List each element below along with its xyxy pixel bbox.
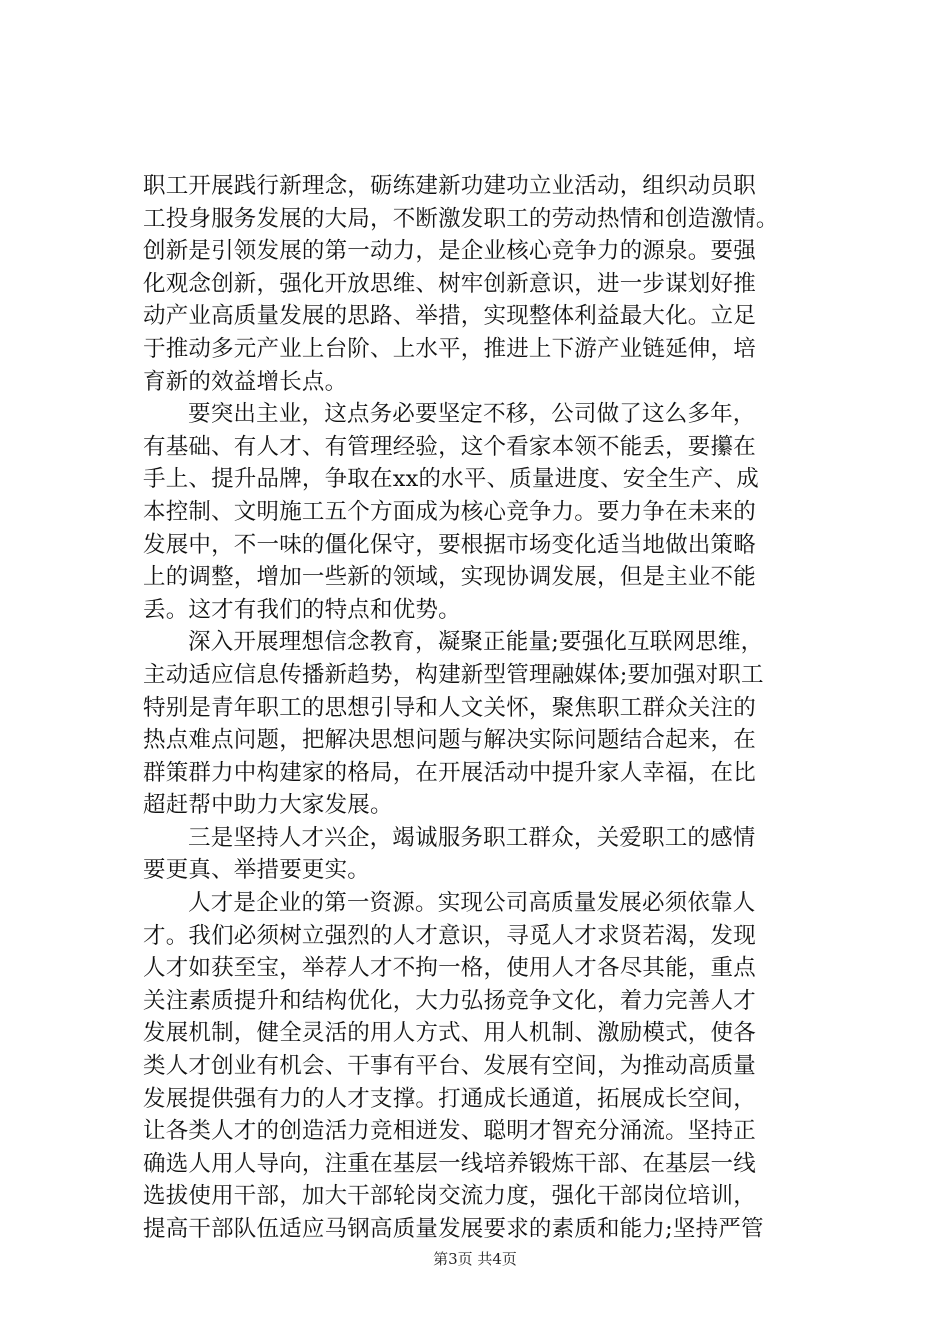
- text-line: 化观念创新，强化开放思维、树牢创新意识，进一步谋划好推: [143, 270, 756, 297]
- text-line: 上的调整，增加一些新的领域，实现协调发展，但是主业不能: [143, 564, 756, 591]
- text-line: 提高干部队伍适应马钢高质量发展要求的素质和能力;坚持严管: [143, 1216, 764, 1242]
- text-line: 丢。这才有我们的特点和优势。: [143, 596, 461, 623]
- text-line: 要更真、举措要更实。: [143, 857, 371, 884]
- document-body: [143, 170, 833, 1246]
- text-line: 群策群力中构建家的格局，在开展活动中提升家人幸福，在比: [143, 759, 756, 786]
- text-line: 本控制、文明施工五个方面成为核心竞争力。要力争在未来的: [143, 498, 756, 525]
- text-line: 工投身服务发展的大局，不断激发职工的劳动热情和创造激情。: [143, 205, 779, 232]
- text-line: 特别是青年职工的思想引导和人文关怀，聚焦职工群众关注的: [143, 694, 756, 721]
- text-line: 人才如获至宝，举荐人才不拘一格，使用人才各尽其能，重点: [143, 955, 756, 982]
- text-line: 发展提供强有力的人才支撑。打通成长通道，拓展成长空间，: [143, 1085, 756, 1112]
- text-line: 育新的效益增长点。: [143, 368, 348, 395]
- text-line: 三是坚持人才兴企，竭诚服务职工群众，关爱职工的感情: [188, 824, 756, 851]
- text-line: 有基础、有人才、有管理经验，这个看家本领不能丢，要攥在: [143, 433, 756, 460]
- text-line: 主动适应信息传播新趋势，构建新型管理融媒体;要加强对职工: [143, 661, 764, 688]
- text-line: 动产业高质量发展的思路、举措，实现整体利益最大化。立足: [143, 303, 756, 330]
- text-line: 职工开展践行新理念，砺练建新功建功立业活动，组织动员职: [143, 173, 756, 199]
- text-line: 关注素质提升和结构优化，大力弘扬竞争文化，着力完善人才: [143, 987, 756, 1014]
- text-line: 深入开展理想信念教育，凝聚正能量;要强化互联网思维，: [188, 629, 764, 656]
- text-line: 手上、提升品牌，争取在xx的水平、质量进度、安全生产、成: [143, 466, 759, 493]
- text-line: 超赶帮中助力大家发展。: [143, 792, 393, 819]
- text-line: 热点难点问题，把解决思想问题与解决实际问题结合起来，在: [143, 727, 756, 754]
- text-line: 要突出主业，这点务必要坚定不移，公司做了这么多年，: [188, 401, 756, 428]
- text-line: 让各类人才的创造活力竞相迸发、聪明才智充分涌流。坚持正: [143, 1118, 756, 1145]
- text-line: 人才是企业的第一资源。实现公司高质量发展必须依靠人: [188, 890, 756, 917]
- text-line: 发展机制，健全灵活的用人方式、用人机制、激励模式，使各: [143, 1020, 756, 1047]
- text-line: 类人才创业有机会、干事有平台、发展有空间，为推动高质量: [143, 1053, 756, 1080]
- text-line: 确选人用人导向，注重在基层一线培养锻炼干部、在基层一线: [143, 1150, 756, 1177]
- text-line: 于推动多元产业上台阶、上水平，推进上下游产业链延伸，培: [143, 335, 756, 362]
- text-line: 创新是引领发展的第一动力，是企业核心竞争力的源泉。要强: [143, 238, 756, 265]
- page-footer: 第3页 共4页: [433, 1250, 517, 1268]
- text-line: 发展中，不一味的僵化保守，要根据市场变化适当地做出策略: [143, 531, 756, 558]
- text-line: 才。我们必须树立强烈的人才意识，寻觅人才求贤若渴，发现: [143, 922, 756, 949]
- text-line: 选拔使用干部，加大干部轮岗交流力度，强化干部岗位培训，: [143, 1183, 756, 1210]
